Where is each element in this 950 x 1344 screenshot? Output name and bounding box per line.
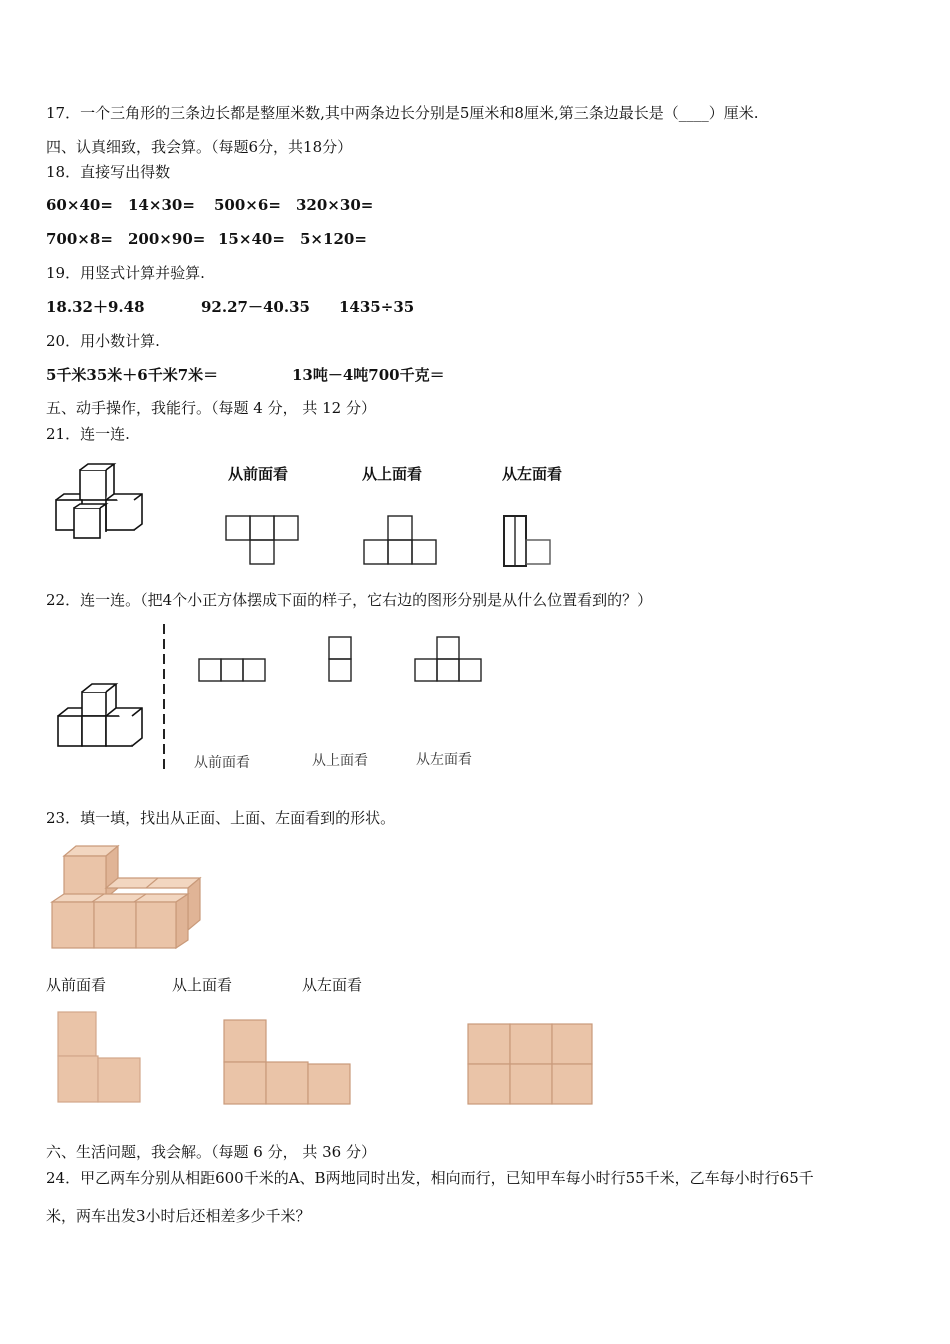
- expr: 15×40=: [218, 230, 285, 248]
- expr: 14×30=: [128, 196, 195, 214]
- question-20: 20．用小数计算.: [46, 332, 160, 350]
- question-19: 19．用竖式计算并验算.: [46, 264, 205, 282]
- q23-block-picture: [46, 842, 206, 954]
- q21-label-top: 从上面看: [362, 465, 423, 483]
- question-24-line-1: 24．甲乙两车分别从相距600千米的A、B两地同时出发，相向而行，已知甲车每小时行55千米，乙车每小时行65千: [46, 1169, 814, 1187]
- expr: 60×40=: [46, 196, 113, 214]
- q21-label-left: 从左面看: [502, 465, 563, 483]
- q20-row: [46, 365, 445, 385]
- section-5-heading: 五、动手操作，我能行。（每题 4 分， 共 12 分）: [46, 399, 376, 417]
- question-17: 17．一个三角形的三条边长都是整厘米数,其中两条边长分别是5厘米和8厘米,第三条边最长是（____）厘米.: [46, 104, 759, 122]
- expr: 700×8=: [46, 230, 113, 248]
- q23-shape-a: [54, 1010, 144, 1106]
- q22-label-1: 从前面看: [194, 755, 250, 771]
- q23-label-top: 从上面看: [172, 976, 233, 994]
- question-21: 21．连一连.: [46, 425, 130, 443]
- q18-row-1: [46, 195, 373, 215]
- expr: 320×30=: [296, 196, 374, 214]
- q22-shape-c: [412, 634, 484, 684]
- expr: 5×120=: [300, 230, 367, 248]
- q22-label-3: 从左面看: [416, 752, 472, 768]
- question-23: 23．填一填，找出从正面、上面、左面看到的形状。: [46, 809, 396, 827]
- expr: 5千米35米＋6千米7米＝: [46, 366, 219, 384]
- q23-label-left: 从左面看: [302, 976, 363, 994]
- expr: 200×90=: [128, 230, 206, 248]
- section-6-heading: 六、生活问题，我会解。（每题 6 分， 共 36 分）: [46, 1143, 376, 1161]
- q21-label-front: 从前面看: [228, 465, 289, 483]
- q23-shape-b: [220, 1018, 354, 1108]
- expr: 13吨－4吨700千克＝: [292, 366, 445, 384]
- q21-view-left: [500, 512, 556, 570]
- question-18: 18．直接写出得数: [46, 163, 171, 181]
- q23-shape-c: [464, 1022, 596, 1108]
- question-24-line-2: 米，两车出发3小时后还相差多少千米？: [46, 1207, 311, 1225]
- q21-cube-stack: [50, 462, 150, 542]
- expr: 92.27－40.35: [201, 298, 310, 316]
- expr: 1435÷35: [339, 298, 415, 316]
- q22-cube-stack: [52, 680, 152, 752]
- question-22: 22．连一连。（把4个小正方体摆成下面的样子，它右边的图形分别是从什么位置看到的？）: [46, 591, 653, 609]
- q23-label-front: 从前面看: [46, 976, 107, 994]
- q22-shape-b: [326, 634, 354, 684]
- expr: 500×6=: [214, 196, 281, 214]
- q21-view-top: [360, 512, 442, 570]
- q19-row: [46, 297, 414, 317]
- q22-shape-a: [196, 656, 268, 684]
- q21-view-front: [222, 512, 304, 568]
- divider-dashed-line: [160, 624, 168, 772]
- q22-label-2: 从上面看: [312, 753, 368, 769]
- section-4-heading: 四、认真细致，我会算。（每题6分，共18分）: [46, 138, 353, 156]
- q18-row-2: [46, 229, 367, 249]
- expr: 18.32＋9.48: [46, 298, 145, 316]
